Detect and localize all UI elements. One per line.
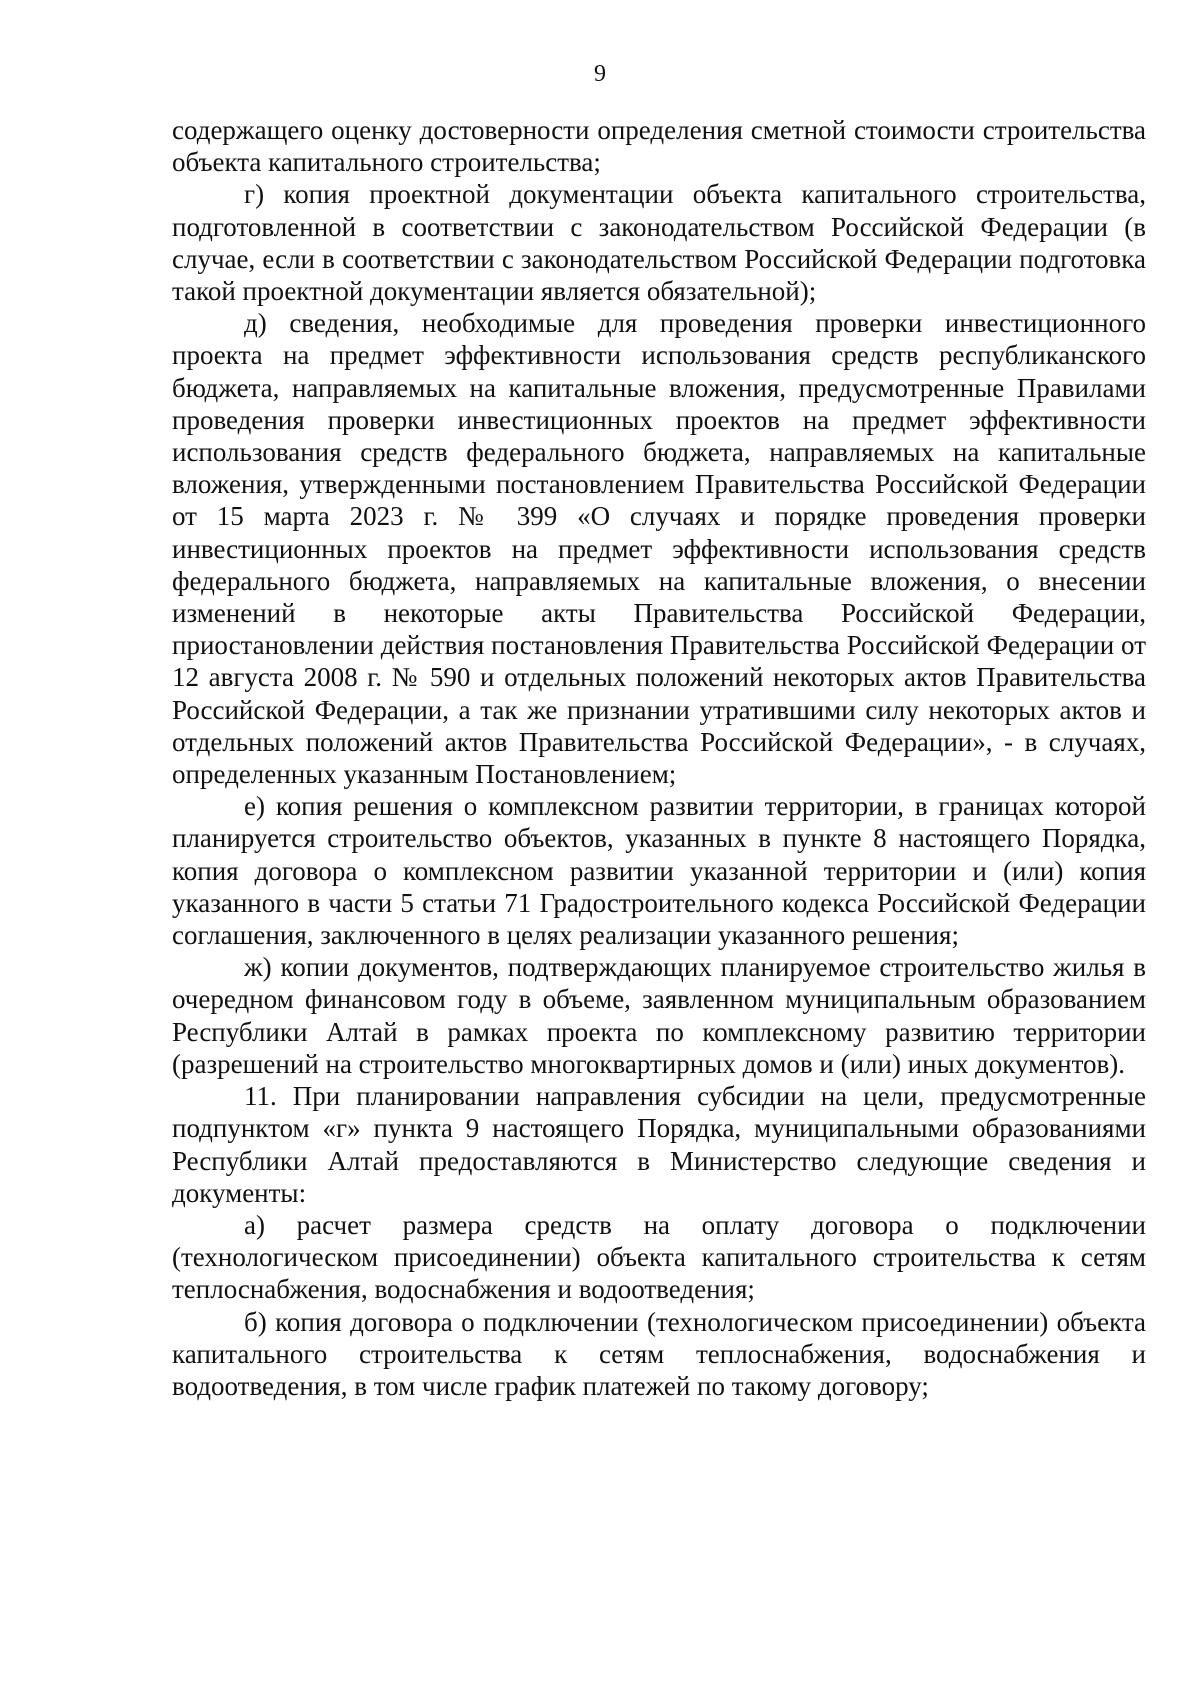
page-number: 9 xyxy=(594,61,606,87)
document-body xyxy=(172,114,1146,1402)
paragraph-continuation: содержащего оценку достоверности определения сметной стоимости строительства объекта капитального строительства; xyxy=(172,115,1146,178)
paragraph-item-d: д) сведения, необходимые для проведения проверки инвестиционного проекта на предмет эффективности использования средств республиканского бюджета, направляемых на капитальные вложения, предусмотренные Правилами проведения проверки инвестиционных проектов на предмет эффективности использования средств федерального бюджета, направляемых на капитальные вложения, утвержденными постановлением Правительства Российской Федерации от 15 марта 2023 г. № 399 «О случаях и порядке проведения проверки инвестиционных проектов на предмет эффективности использования средств федерального бюджета, направляемых на капитальные вложения, о внесении изменений в некоторые акты Правительства Российской Федерации, приостановлении действия постановления Правительства Российской Федерации от 12 августа 2008 г. № 590 и отдельных положений некоторых актов Правительства Российской Федерации, а так же признании утратившими силу некоторых актов и отдельных положений актов Правительства Российской Федерации», - в случаях, определенных указанным Постановлением; xyxy=(172,308,1146,790)
paragraph-item-g: г) копия проектной документации объекта капитального строительства, подготовленной в соответствии с законодательством Российской Федерации (в случае, если в соответствии с законодательством Российской Федерации подготовка такой проектной документации является обязательной); xyxy=(172,179,1146,307)
paragraph-item-zh: ж) копии документов, подтверждающих планируемое строительство жилья в очередном финансовом году в объеме, заявленном муниципальным образованием Республики Алтай в рамках проекта по комплексному развитию территории (разрешений на строительство многоквартирных домов и (или) иных документов). xyxy=(172,952,1146,1079)
paragraph-item-b: б) копия договора о подключении (технологическом присоединении) объекта капитального строительства к сетям теплоснабжения, водоснабжения и водоотведения, в том числе график платежей по такому договору; xyxy=(172,1306,1146,1401)
paragraph-clause-11: 11. При планировании направления субсидии на цели, предусмотренные подпунктом «г» пункта 9 настоящего Порядка, муниципальными образованиями Республики Алтай предоставляются в Министерство следующие сведения и документы: xyxy=(172,1081,1146,1208)
paragraph-item-e: е) копия решения о комплексном развитии территории, в границах которой планируется строительство объектов, указанных в пункте 8 настоящего Порядка, копия договора о комплексном развитии указанной территории и (или) копия указанного в части 5 статьи 71 Градостроительного кодекса Российской Федерации соглашения, заключенного в целях реализации указанного решения; xyxy=(172,791,1146,951)
paragraph-item-a: а) расчет размера средств на оплату договора о подключении (технологическом присоединении) объекта капитального строительства к сетям теплоснабжения, водоснабжения и водоотведения; xyxy=(172,1209,1146,1305)
